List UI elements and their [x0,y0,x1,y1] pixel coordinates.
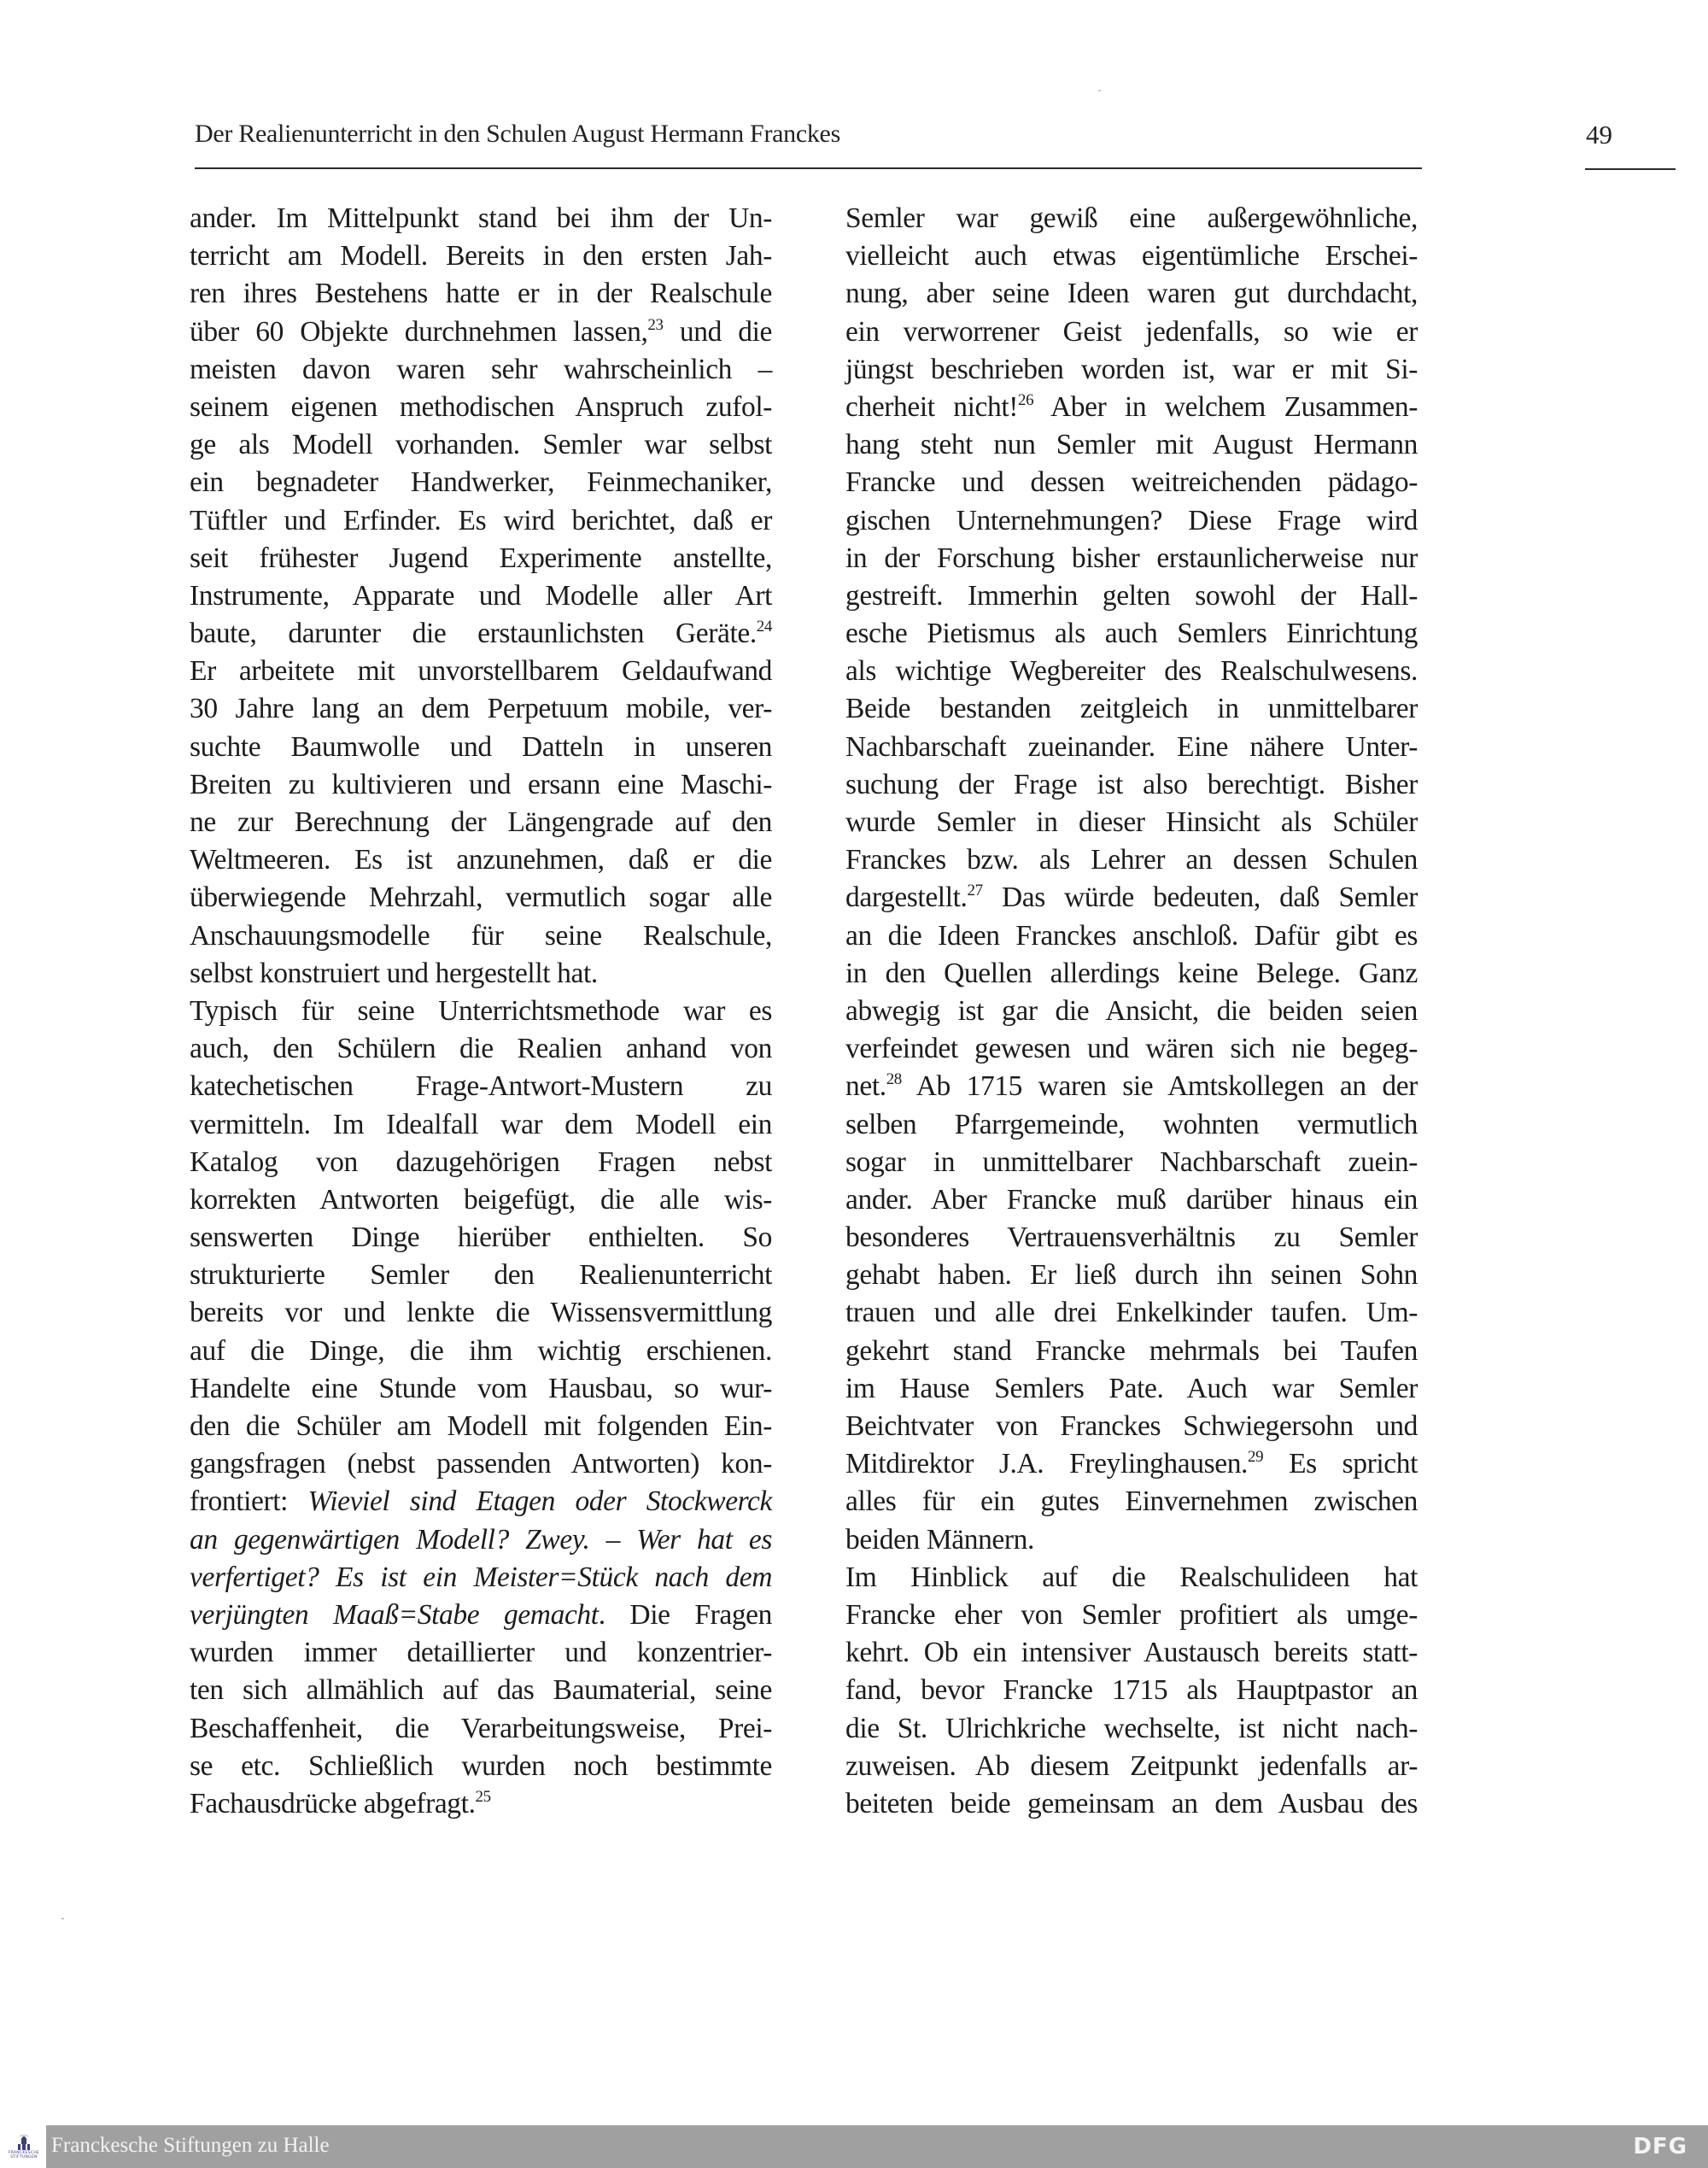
text-line [190,879,772,917]
line-text: auch, den Schülern die Realien anhand von [190,1033,772,1065]
line-text: dargestellt. [845,882,968,914]
header-rule [195,167,1422,169]
line-text: meisten davon waren sehr wahrscheinlich – [190,353,772,385]
line-text: auf die Dinge, die ihm wichtig erschienen. [190,1334,772,1367]
text-line [190,993,772,1030]
text-line [190,1445,772,1483]
line-text: gekehrt stand Francke mehrmals bei Taufen [845,1334,1418,1367]
text-line [190,1257,772,1294]
line-text: gischen Unternehmungen? Diese Frage wird [845,504,1418,536]
text-line [190,841,772,879]
text-line [845,841,1418,879]
line-text: Im Hinblick auf die Realschulideen hat [845,1561,1418,1593]
line-text: suchung der Frage ist also berechtigt. Bisher [845,768,1418,800]
line-text: sogar in unmittelbarer Nachbarschaft zuein- [845,1146,1418,1178]
line-text: Francke eher von Semler profitiert als umge- [845,1598,1418,1631]
line-text: Er arbeitete mit unvorstellbarem Geldaufwand [190,655,772,688]
line-text: gehabt haben. Er ließ durch ihn seinen Sohn [845,1259,1418,1292]
text-line [845,993,1418,1030]
line-text: abwegig ist gar die Ansicht, die beiden seien [845,994,1418,1027]
text-line [190,1672,772,1709]
line-text: bereits vor und lenkte die Wissensvermittlung [190,1297,772,1329]
line-text: terricht am Modell. Bereits in den ersten Jah- [190,240,772,272]
text-line [190,1710,772,1748]
running-title: Der Realienunterricht in den Schulen August Hermann Franckes [195,120,840,148]
line-text: cherheit nicht! [845,390,1019,423]
line-text: ander. Im Mittelpunkt stand bei ihm der Un- [190,202,772,234]
line-text: Nachbarschaft zueinander. Eine nähere Unter- [845,730,1418,763]
text-line [845,275,1418,313]
line-text: besonderes Vertrauensverhältnis zu Semler [845,1222,1418,1254]
text-line [845,1219,1418,1257]
text-line [845,1785,1418,1823]
line-text: frontiert: [190,1485,308,1518]
text-line [845,1144,1418,1181]
text-line [845,1370,1418,1408]
text-line [845,1710,1418,1748]
line-text: ren ihres Bestehens hatte er in der Realschule [190,278,772,310]
footnote-marker[interactable]: 27 [967,882,983,900]
text-column-left [190,200,772,1823]
text-line [190,540,772,577]
text-line [190,1408,772,1445]
text-line [845,313,1418,351]
text-line [845,1521,1418,1559]
text-line [845,464,1418,501]
line-text: ge als Modell vorhanden. Semler war selbst [190,429,772,461]
line-text: in der Forschung bisher erstaunlicherweise nur [845,542,1418,574]
line-text: die St. Ulrichkriche wechselte, ist nicht nach- [845,1712,1418,1744]
text-line [845,1068,1418,1105]
line-text: Ab 1715 waren sie Amtskollegen an der [901,1070,1418,1103]
line-text: über 60 Objekte durchnehmen lassen, [190,315,648,348]
text-column-right [845,200,1418,1823]
line-text: Typisch für seine Unterrichtsmethode war es [190,994,772,1027]
text-line [190,1634,772,1672]
line-text: Fachausdrücke abgefragt. [190,1787,476,1819]
line-text: als wichtige Wegbereiter des Realschulwesens. [845,655,1418,688]
text-line [845,1672,1418,1709]
line-text: trauen und alle drei Enkelkinder taufen. Um- [845,1297,1418,1329]
line-text: Beide bestanden zeitgleich in unmittelbarer [845,693,1418,725]
text-line [190,1219,772,1257]
text-line [845,540,1418,577]
text-line [190,615,772,653]
text-line [845,1408,1418,1445]
line-text: und die [663,315,772,348]
text-line [190,313,772,351]
text-line [190,1370,772,1408]
line-text: Es spricht [1263,1448,1418,1480]
text-line [845,1181,1418,1219]
line-text: vielleicht auch etwas eigentümliche Erschei- [845,240,1418,272]
line-text: im Hause Semlers Pate. Auch war Semler [845,1372,1418,1404]
line-text: seinem eigenen methodischen Anspruch zufol- [190,390,772,423]
quoted-question: verfertiget? Es ist ein Meister=Stück nach dem [190,1561,772,1593]
text-line [190,464,772,501]
text-line [190,1144,772,1181]
quoted-question: Wieviel sind Etagen oder Stockwerck [307,1485,772,1518]
founder-figure-icon [16,2134,32,2151]
line-text: nung, aber seine Ideen waren gut durchdacht, [845,278,1418,310]
footnote-marker[interactable]: 26 [1018,390,1034,409]
text-line [190,389,772,426]
text-line [190,1748,772,1785]
line-text: ten sich allmählich auf das Baumaterial, seine [190,1674,772,1707]
line-text: ne zur Berechnung der Längengrade auf den [190,806,772,838]
text-line [190,1333,772,1370]
text-line [190,1068,772,1105]
text-line [190,1483,772,1521]
text-line [190,917,772,955]
text-line [845,237,1418,275]
text-line [845,766,1418,804]
line-text: Semler war gewiß eine außergewöhnliche, [845,202,1418,234]
text-line [190,502,772,540]
line-text: in den Quellen allerdings keine Belege. Ganz [845,957,1418,989]
scan-speck [1098,90,1101,91]
line-text: korrekten Antworten beigefügt, die alle wis- [190,1183,772,1216]
line-text: Katalog von dazugehörigen Fragen nebst [190,1146,772,1178]
line-text: Tüftler und Erfinder. Es wird berichtet, daß er [190,504,772,536]
text-line [845,955,1418,993]
text-line [845,879,1418,917]
text-line [845,653,1418,690]
line-text: Franckes bzw. als Lehrer an dessen Schulen [845,844,1418,876]
footnote-marker[interactable]: 25 [475,1787,491,1806]
institution-link[interactable]: Franckesche Stiftungen zu Halle [51,2134,330,2157]
text-line [845,1748,1418,1785]
text-line [190,766,772,804]
line-text: alles für ein gutes Einvernehmen zwischen [845,1485,1418,1518]
text-line [190,955,772,993]
text-line [190,577,772,615]
quoted-question: an gegenwärtigen Modell? Zwey. – Wer hat es [190,1523,772,1556]
footnote-marker[interactable]: 23 [647,315,664,334]
line-text: gestreift. Immerhin gelten sowohl der Hall- [845,579,1418,612]
line-text: selben Pfarrgemeinde, wohnten vermutlich [845,1108,1418,1140]
text-line [190,1559,772,1597]
line-text: ander. Aber Francke muß darüber hinaus ein [845,1183,1418,1216]
line-text: jüngst beschrieben worden ist, war er mit Si- [845,353,1418,385]
text-line [190,1106,772,1144]
line-text: seit frühester Jugend Experimente anstellte, [190,542,772,574]
text-line [190,1294,772,1332]
line-text: Beschaffenheit, die Verarbeitungsweise, Prei- [190,1712,772,1744]
text-line [190,426,772,464]
line-text: Weltmeeren. Es ist anzunehmen, daß er die [190,844,772,876]
line-text: suchte Baumwolle und Datteln in unseren [190,730,772,763]
text-line [845,804,1418,841]
text-line [845,1597,1418,1634]
line-text: katechetischen Frage-Antwort-Mustern zu [190,1070,772,1103]
line-text: esche Pietismus als auch Semlers Einrichtung [845,618,1418,650]
line-text: . Die Fragen [598,1598,772,1631]
page-number-rule [1585,168,1676,170]
line-text: 30 Jahre lang an dem Perpetuum mobile, ver- [190,693,772,725]
footnote-marker[interactable]: 24 [756,618,772,636]
text-line [845,1294,1418,1332]
line-text: überwiegende Mehrzahl, vermutlich sogar alle [190,882,772,914]
line-text: Beichtvater von Franckes Schwiegersohn und [845,1410,1418,1442]
footnote-marker[interactable]: 28 [886,1070,902,1089]
line-text: wurde Semler in dieser Hinsicht als Schüler [845,806,1418,838]
scan-speck [61,1918,64,1919]
line-text: baute, darunter die erstaunlichsten Geräte. [190,618,757,650]
text-line [845,1106,1418,1144]
logo-text-line2: STIFTUNGEN [10,2155,38,2159]
text-line [190,275,772,313]
line-text: Aber in welchem Zusammen- [1033,390,1418,423]
line-text: hang steht nun Semler mit August Hermann [845,429,1418,461]
line-text: Breiten zu kultivieren und ersann eine Maschi- [190,768,772,800]
text-line [190,1785,772,1823]
line-text: kehrt. Ob ein intensiver Austausch bereits statt- [845,1637,1418,1669]
line-text: Francke und dessen weitreichenden pädago- [845,466,1418,499]
line-text: zuweisen. Ab diesem Zeitpunkt jedenfalls ar- [845,1749,1418,1782]
quoted-answer: verjüngten Maaß=Stabe gemacht [190,1598,599,1631]
line-text: vermitteln. Im Idealfall war dem Modell ein [190,1108,772,1140]
text-line [190,1597,772,1634]
line-text: Anschauungsmodelle für seine Realschule, [190,919,772,952]
text-line [845,502,1418,540]
line-text: strukturierte Semler den Realienunterricht [190,1259,772,1292]
line-text: selbst konstruiert und hergestellt hat. [190,957,598,989]
text-line [190,351,772,389]
text-line [190,1521,772,1559]
page-number: 49 [1586,120,1612,149]
text-line [845,1445,1418,1483]
franckesche-stiftungen-logo [3,2125,44,2168]
line-text: beiteten beide gemeinsam an dem Ausbau des [845,1787,1418,1819]
line-text: ein verworrener Geist jedenfalls, so wie er [845,315,1418,348]
line-text: Instrumente, Apparate und Modelle aller Art [190,579,772,612]
text-line [845,426,1418,464]
text-line [845,1030,1418,1068]
text-line [190,690,772,728]
logo-text-line1: FRANCKESCHE [8,2151,40,2155]
text-line [845,389,1418,426]
dfg-logo: DFG [1633,2134,1688,2159]
text-line [845,1559,1418,1597]
text-line [845,1333,1418,1370]
text-line [190,1030,772,1068]
line-text: Mitdirektor J.A. Freylinghausen. [845,1448,1249,1480]
line-text: gangsfragen (nebst passenden Antworten) kon- [190,1448,772,1480]
text-line [845,690,1418,728]
text-line [845,1634,1418,1672]
text-line [845,729,1418,766]
line-text: verfeindet gewesen und wären sich nie begeg- [845,1033,1418,1065]
text-line [190,200,772,237]
text-line [845,1257,1418,1294]
text-line [190,804,772,841]
text-line [845,917,1418,955]
line-text: ein begnadeter Handwerker, Feinmechaniker, [190,466,772,499]
line-text: an die Ideen Franckes anschloß. Dafür gibt es [845,919,1418,952]
text-line [845,1483,1418,1521]
text-line [190,237,772,275]
line-text: se etc. Schließlich wurden noch bestimmte [190,1749,772,1782]
text-line [845,200,1418,237]
footer-bar [46,2125,1708,2168]
line-text: den die Schüler am Modell mit folgenden Ein- [190,1410,772,1442]
footnote-marker[interactable]: 29 [1248,1448,1264,1467]
text-line [845,577,1418,615]
line-text: wurden immer detaillierter und konzentrier- [190,1637,772,1669]
text-line [190,729,772,766]
text-line [190,653,772,690]
text-line [190,1181,772,1219]
line-text: Das würde bedeuten, daß Semler [982,882,1418,914]
line-text: Handelte eine Stunde vom Hausbau, so wur- [190,1372,772,1404]
line-text: senswerten Dinge hierüber enthielten. So [190,1222,772,1254]
text-line [845,351,1418,389]
text-line [845,615,1418,653]
line-text: beiden Männern. [845,1523,1034,1556]
line-text: fand, bevor Francke 1715 als Hauptpastor an [845,1674,1418,1707]
line-text: net. [845,1070,886,1103]
